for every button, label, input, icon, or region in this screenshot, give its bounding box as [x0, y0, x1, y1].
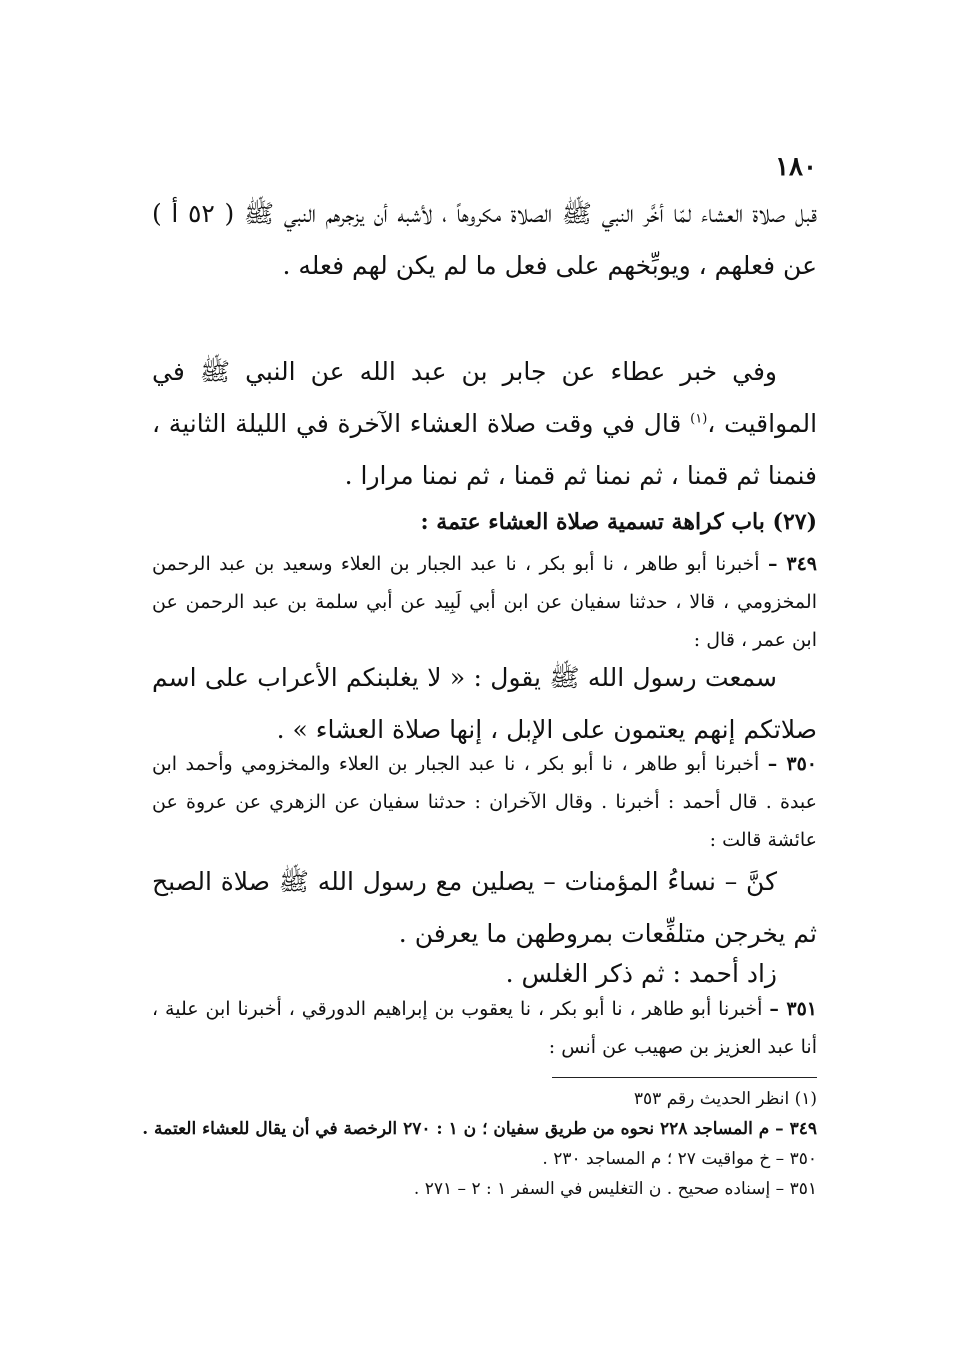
footnote-divider	[552, 1077, 817, 1078]
page-number: ١٨٠	[775, 152, 817, 182]
hadith-350-chain	[152, 745, 817, 859]
hadith-350-chain-text: أخبرنا أبو طاهر ، نا أبو بكر ، نا عبد الجبار بن العلاء والمخزومي وأحمد ابن عبدة . قال أحمد : أخبرنا . وقال الآخران : حدثنا سفيان عن الزهري عن عروة عن عائشة قالت :	[152, 753, 817, 851]
hadith-351-chain	[152, 990, 817, 1066]
hadith-350-matn: كنَّ – نساءُ المؤمنات – يصلين مع رسول الله ﷺ صلاة الصبح ثم يخرجن متلفِّعات بمروطهن ما يعرفن .	[152, 867, 817, 948]
hadith-349-number: ٣٤٩ –	[767, 553, 817, 575]
ata-report-text-before: وفي خبر عطاء عن جابر بن عبد الله عن النبي ﷺ في المواقيت ،	[152, 357, 818, 438]
hadith-349-matn: سمعت رسول الله ﷺ يقول : « لا يغلبنكم الأعراب على اسم صلاتكم إنهم يعتمون على الإبل ، إنها صلاة العشاء » .	[152, 663, 817, 744]
ata-report-paragraph	[152, 346, 817, 502]
intro-paragraph: قبل صلاة العشاء لمّا أخَّر النبي ﷺ الصلاة مكروهاً ، لأشبه أن يزجرهم النبي ﷺ ( ٥٢ أ ) عن فعلهم ، ويوبِّخهم على فعل ما لم يكن لهم فعله .	[152, 199, 817, 280]
footnotes	[142, 1084, 817, 1204]
hadith-349-chain	[152, 545, 817, 659]
footnote-1: (١) انظر الحديث رقم ٣٥٣	[633, 1089, 817, 1109]
chapter-heading: (٢٧) باب كراهة تسمية صلاة العشاء عتمة :	[420, 509, 817, 535]
footnote-349: ٣٤٩ – م المساجد ٢٢٨ نحوه من طريق سفيان ؛ ن ١ : ٢٧٠ الرخصة في أن يقال للعشاء العتمة .	[142, 1119, 817, 1139]
ata-report-text-after: قال في وقت صلاة العشاء الآخرة في الليلة الثانية ، فنمنا ثم قمنا ، ثم نمنا ثم قمنا ، ثم نمنا مرارا .	[152, 409, 817, 490]
hadith-351-number: ٣٥١ –	[769, 998, 817, 1020]
footnote-marker: (١)	[690, 411, 708, 427]
footnote-351: ٣٥١ – إسناده صحيح . ن التغليس في السفر ١ : ٢ – ٢٧١ .	[413, 1179, 817, 1199]
hadith-350-addition: زاد أحمد : ثم ذكر الغلس .	[505, 959, 777, 988]
hadith-351-chain-text: أخبرنا أبو طاهر ، نا أبو بكر ، نا يعقوب بن إبراهيم الدورقي ، أخبرنا ابن علية ، أنا عبد العزيز بن صهيب عن أنس :	[152, 998, 817, 1058]
footnote-350: ٣٥٠ – خ مواقيت ٢٧ ؛ م المساجد ٢٣٠ .	[542, 1149, 817, 1169]
hadith-350-number: ٣٥٠ –	[767, 753, 817, 775]
hadith-349-chain-text: أخبرنا أبو طاهر ، نا أبو بكر ، نا عبد الجبار بن العلاء وسعيد بن عبد الرحمن المخزومي ، قالا ، حدثنا سفيان عن ابن أبي لَبِيد عن أبي سلمة بن عبد الرحمن عن ابن عمر ، قال :	[152, 553, 817, 651]
